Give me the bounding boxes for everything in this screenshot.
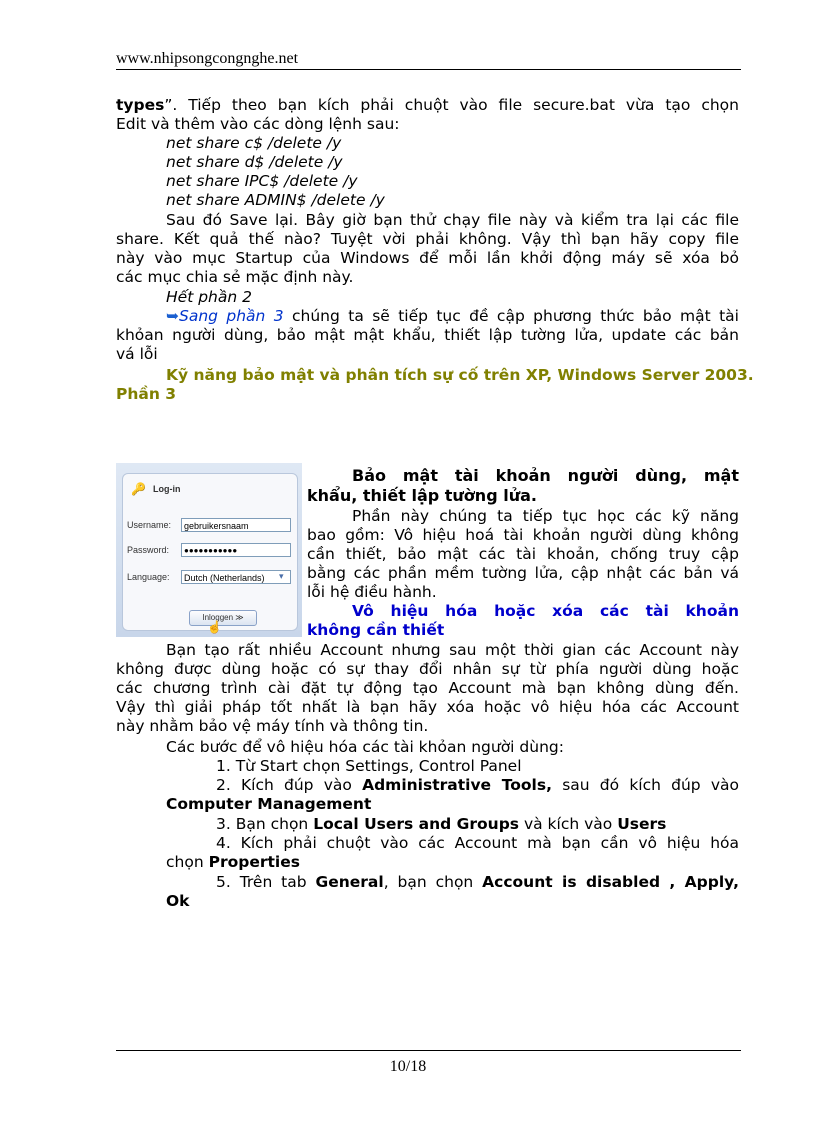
olive-title-line2: Phần 3 (116, 385, 177, 403)
para3-line: Bạn tạo rất nhiều Account nhưng sau một thời gian các Account này (166, 641, 739, 659)
para3-line: các chương trình cài đặt tự động tạo Account mà bạn không dùng đến. (116, 679, 739, 697)
section-title-line2: khẩu, thiết lập tường lửa. (307, 486, 537, 505)
next-part-line3: vá lỗi (116, 345, 158, 363)
site-header: www.nhipsongcongnghe.net (116, 50, 299, 67)
steps-intro: Các bước để vô hiệu hóa các tài khỏan người dùng: (166, 738, 564, 756)
end-part-note: Hết phần 2 (166, 288, 252, 306)
chevron-down-icon: ▾ (279, 571, 284, 581)
page-number: 10/18 (389, 1058, 427, 1075)
step-2-cont: Computer Management (166, 795, 372, 813)
command-line: net share d$ /delete /y (166, 153, 343, 171)
para2-line: share. Kết quả thế nào? Tuyệt vời phải không. Vậy thì bạn hãy copy file (116, 230, 739, 248)
para1-line1: types”. Tiếp theo bạn kích phải chuột vào file secure.bat vừa tạo chọn (116, 96, 739, 114)
next-part-line2: khỏan người dùng, bảo mật mật khẩu, thiết lập tường lửa, update các bản (116, 326, 739, 344)
olive-title-line1: Kỹ năng bảo mật và phân tích sự cố trên XP, Windows Server 2003. (166, 366, 754, 384)
password-field: ●●●●●●●●●●● (181, 543, 291, 557)
next-part-line1: ➥Sang phần 3 chúng ta sẽ tiếp tục đề cập phương thức bảo mật tài (166, 307, 739, 325)
section-intro-line: bằng các phần mềm tường lửa, cập nhật các bản vá (307, 564, 739, 582)
para2-line: này vào mục Startup của Windows để mỗi lần khởi động máy sẽ xóa bỏ (116, 249, 739, 267)
login-button: Inloggen ≫ (189, 610, 257, 626)
login-screenshot (116, 463, 302, 637)
login-panel (122, 473, 298, 634)
password-label: Password: (127, 545, 170, 555)
section-title-line1: Bảo mật tài khoản người dùng, mật (352, 466, 739, 485)
footer-rule (116, 1050, 741, 1051)
command-line: net share IPC$ /delete /y (166, 172, 358, 190)
para2-line: Sau đó Save lại. Bây giờ bạn thử chạy file này và kiểm tra lại các file (166, 211, 739, 229)
step-2: 2. Kích đúp vào Administrative Tools, sau đó kích đúp vào (216, 776, 740, 794)
subhead-line1: Vô hiệu hóa hoặc xóa các tài khoản (352, 602, 739, 620)
para3-line: này nhằm bảo vệ máy tính và thông tin. (116, 717, 429, 735)
step-5-cont: Ok (166, 892, 190, 910)
step-3: 3. Bạn chọn Local Users and Groups và kích vào Users (216, 815, 667, 833)
subhead-line2: không cần thiết (307, 621, 445, 639)
header-rule (116, 69, 741, 70)
step-5: 5. Trên tab General, bạn chọn Account is disabled , Apply, (216, 873, 739, 891)
language-label: Language: (127, 572, 170, 582)
language-select: Dutch (Netherlands) (181, 570, 291, 584)
section-intro-line: Phần này chúng ta tiếp tục học các kỹ năng (352, 507, 739, 525)
section-intro-line: lỗi hệ điều hành. (307, 583, 437, 601)
para2-line: các mục chia sẻ mặc định này. (116, 268, 354, 286)
step-4-cont: chọn Properties (166, 853, 300, 871)
key-icon: 🔑 (131, 482, 146, 496)
username-field: gebruikersnaam (181, 518, 291, 532)
next-part-link[interactable]: Sang phần 3 (179, 307, 284, 325)
para3-line: không được dùng hoặc có sự thay đổi nhân sự từ phía người dùng hoặc (116, 660, 739, 678)
step-1: 1. Từ Start chọn Settings, Control Panel (216, 757, 522, 775)
login-title: Log-in (153, 484, 181, 494)
username-label: Username: (127, 520, 172, 530)
section-intro-line: cần thiết, bảo mật các tài khoản, chống truy cập (307, 545, 739, 563)
section-intro-line: bao gồm: Vô hiệu hoá tài khoản người dùng không (307, 526, 739, 544)
arrow-link-icon: ➥ (166, 307, 179, 325)
command-line: net share ADMIN$ /delete /y (166, 191, 385, 209)
command-line: net share c$ /delete /y (166, 134, 342, 152)
para3-line: Vậy thì giải pháp tốt nhất là bạn hãy xóa hoặc vô hiệu hóa các Account (116, 698, 739, 716)
para1-line2: Edit và thêm vào các dòng lệnh sau: (116, 115, 400, 133)
pointer-hand-icon: ☝ (207, 620, 222, 634)
step-4: 4. Kích phải chuột vào các Account mà bạn cần vô hiệu hóa (216, 834, 739, 852)
